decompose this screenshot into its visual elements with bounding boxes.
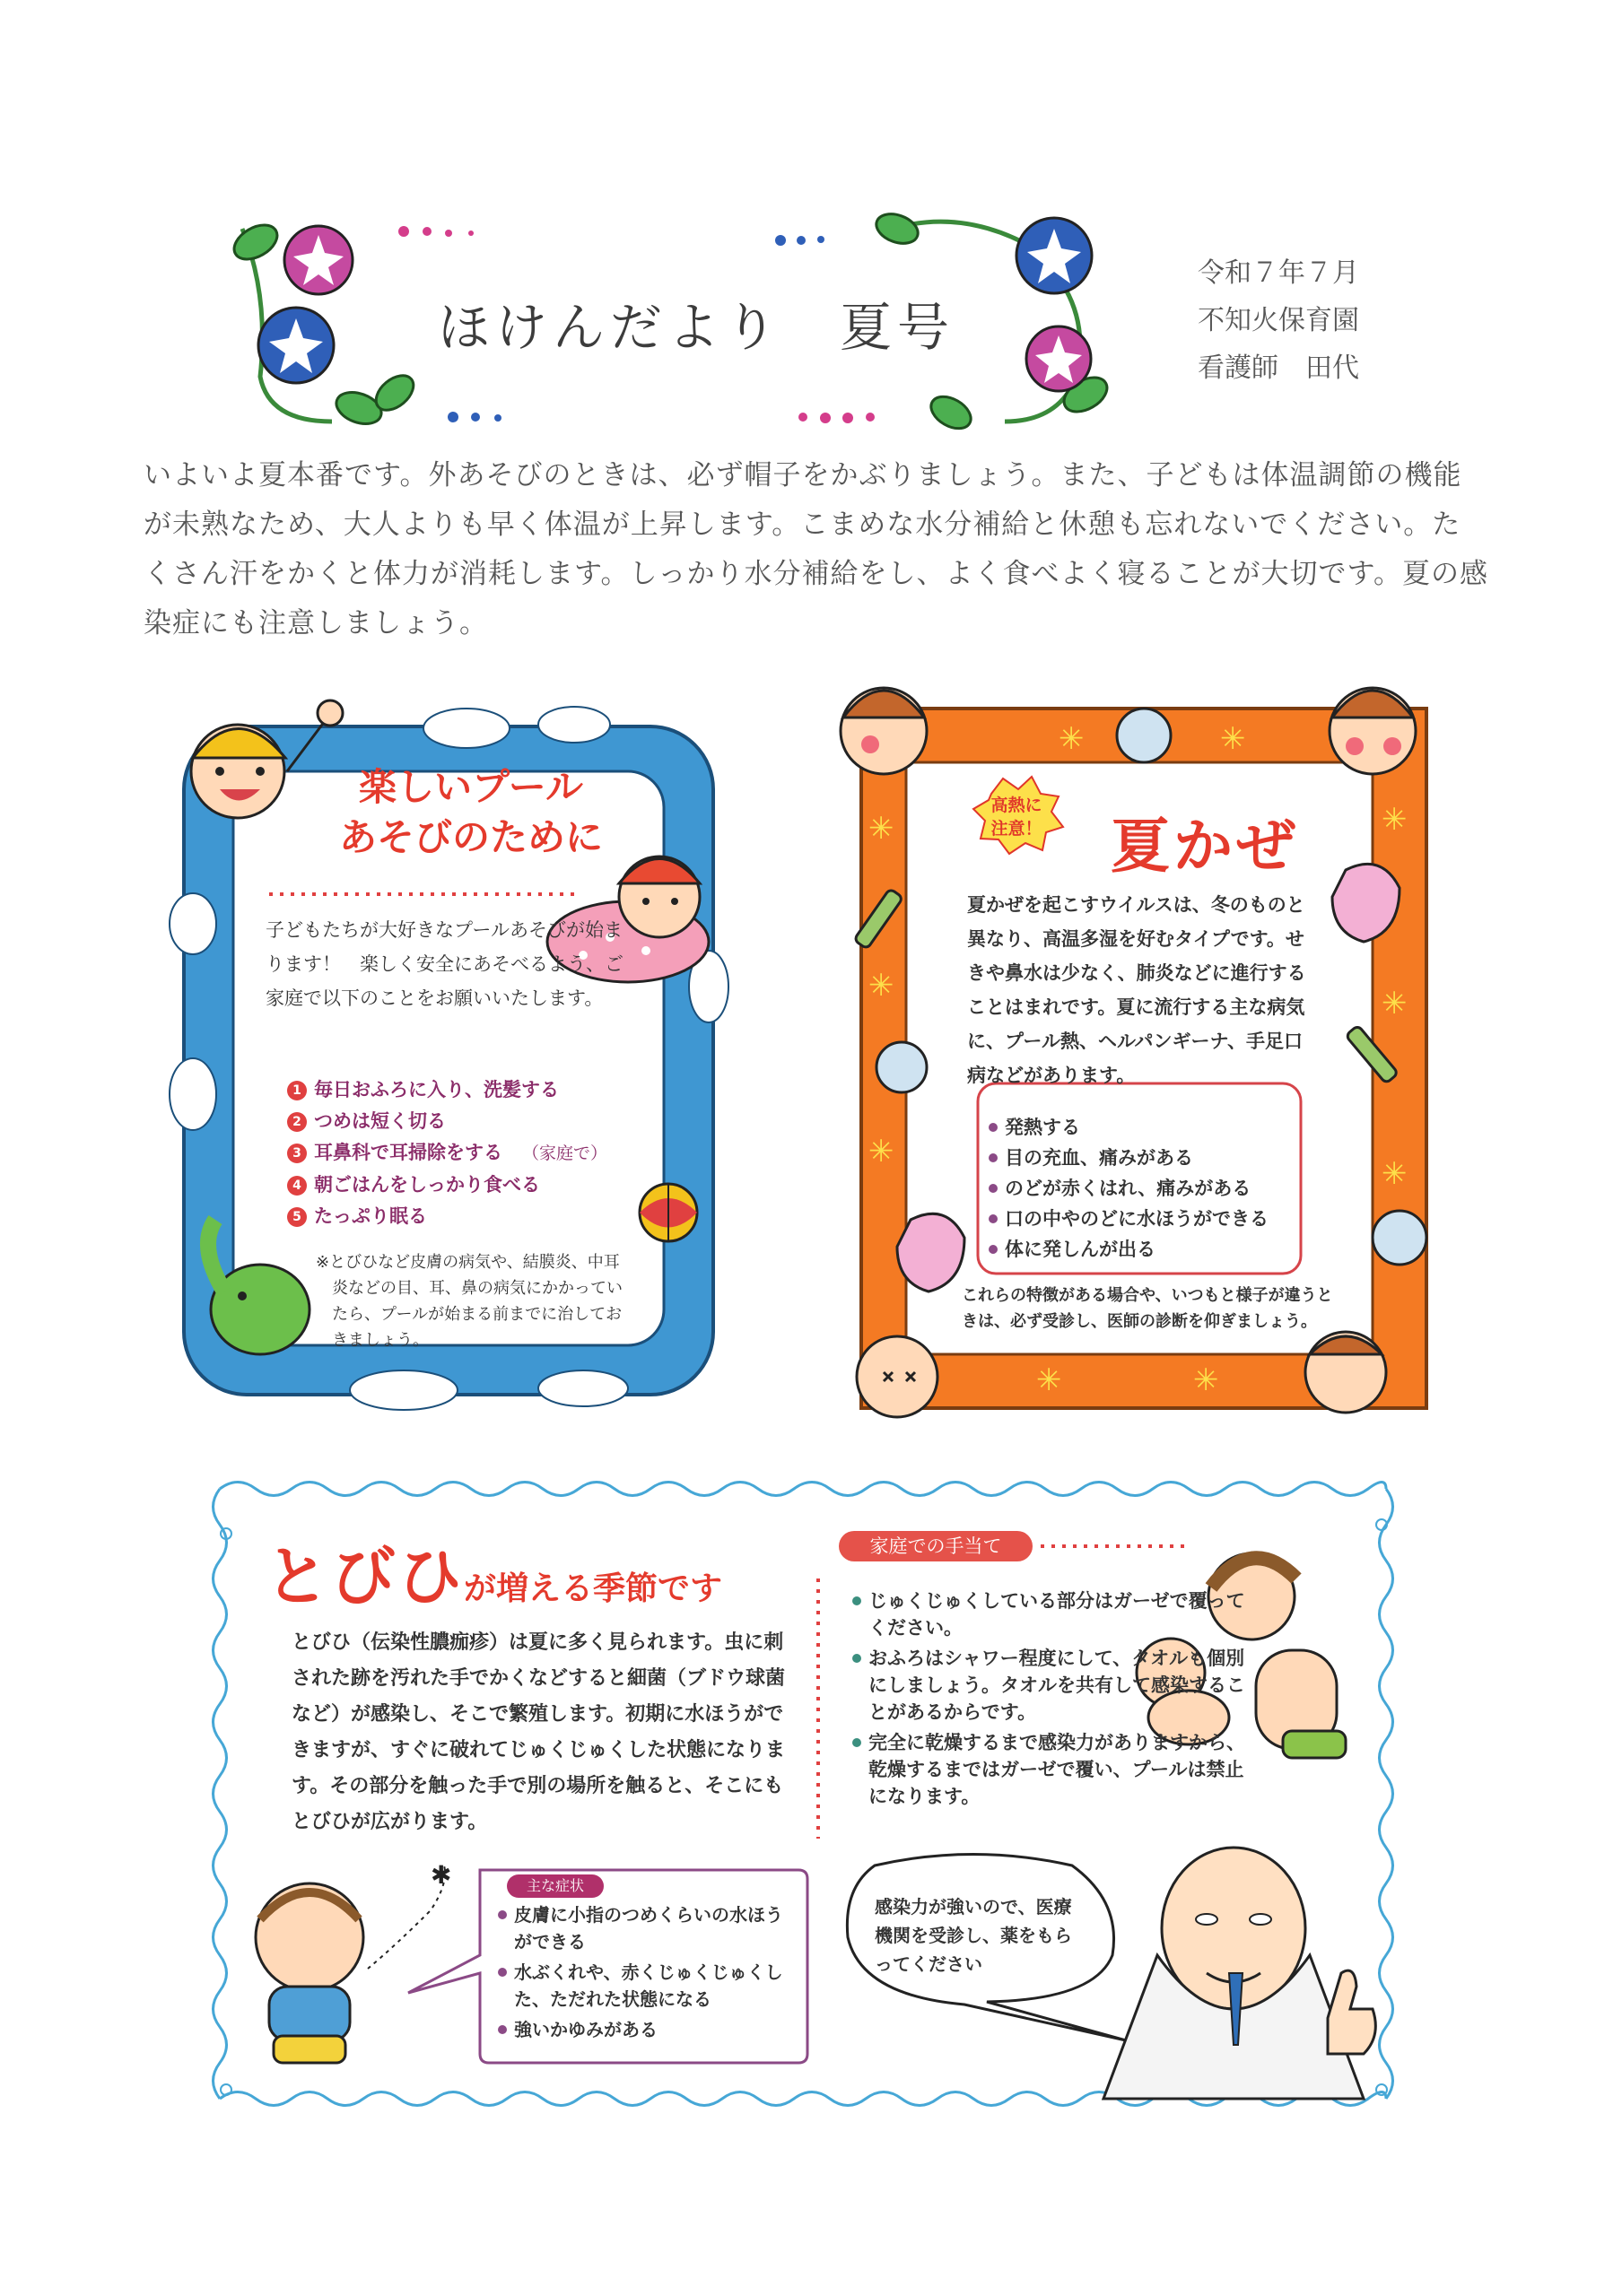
pool-request-list [287, 1074, 664, 1232]
list-item: 強いかゆみがある [498, 2016, 785, 2043]
itchy-child-illustration [256, 1860, 451, 2063]
svg-text:✳: ✳ [1193, 1362, 1219, 1398]
svg-text:✳: ✳ [868, 811, 894, 847]
main-symptoms-label: 主な症状 [507, 1874, 604, 1898]
svg-text:✳: ✳ [868, 968, 894, 1004]
svg-text:✱: ✱ [431, 1860, 452, 1890]
pool-footnote: ※とびひなど皮膚の病気や、結膜炎、中耳炎などの目、耳、鼻の病気にかかっていたら、プールが始まる前までに治しておきましょう。 [316, 1253, 623, 1350]
home-care-label: 家庭での手当て [839, 1531, 1033, 1561]
tobihi-title-sub: が増える季節です [464, 1570, 723, 1607]
pool-intro-text: 子どもたちが大好きなプールあそびが始まります！ 楽しく安全にあそべるよう、ご家庭で以下のことをお願いいたします。 [266, 919, 624, 1009]
list-item: 皮膚に小指のつめくらいの水ほうができる [498, 1901, 785, 1955]
list-item: 口の中やのどに水ほうができる [989, 1204, 1303, 1234]
svg-text:✳: ✳ [1382, 802, 1408, 838]
cold-footnote: これらの特徴がある場合や、いつもと様子が違うときは、必ず受診し、医師の診断を仰ぎましょう。 [962, 1286, 1333, 1331]
intro-paragraph: いよいよ夏本番です。外あそびのときは、必ず帽子をかぶりましょう。また、子どもは体温調節の機能が未熟なため、大人よりも早く体温が上昇します。こまめな水分補給と休憩も忘れないでください。たくさん汗をかくと体力が消耗します。しっかり水分補給をし、よく食べよく寝ることが大切です。夏の感染症にも注意しましょう。 [144, 459, 1489, 639]
list-item: のどが赤くはれ、痛みがある [989, 1173, 1303, 1204]
home-care-list [852, 1587, 1247, 1813]
list-item: 体に発しんが出る [989, 1234, 1303, 1265]
badge-line2: 注意！ [990, 819, 1042, 839]
high-fever-badge [978, 794, 1055, 840]
issue-date: 令和７年７月 [1198, 257, 1359, 289]
number-badge: 2 [287, 1112, 307, 1132]
tobihi-body-text: とびひ（伝染性膿痂疹）は夏に多く見られます。虫に刺された跡を汚れた手でかくなどすると細菌（ブドウ球菌など）が感染し、そこで繁殖します。初期に水ほうができますが、すぐに破れてじゅくじゅくした状態になります。その部分を触った手で別の場所を触ると、そこにもとびひが広がります。 [292, 1631, 786, 1833]
list-item [287, 1137, 664, 1170]
tobihi-symptom-list [498, 1901, 785, 2047]
badge-line1: 高熱に [990, 796, 1042, 815]
number-badge: 4 [287, 1176, 307, 1196]
header-meta [1198, 249, 1359, 392]
svg-text:✳: ✳ [1220, 721, 1246, 757]
list-item-text: つめは短く切る [314, 1110, 446, 1132]
list-item: 水ぶくれや、赤くじゅくじゅくした、ただれた状態になる [498, 1959, 785, 2013]
list-item-text: 朝ごはんをしっかり食べる [314, 1174, 540, 1196]
list-item [287, 1170, 664, 1201]
list-item-note: （家庭で） [522, 1144, 608, 1163]
list-item [287, 1106, 664, 1137]
pool-title-line2: あそびのために [338, 815, 603, 859]
doctor-speech-bubble-text: 感染力が強いので、医療機関を受診し、薬をもらってください [875, 1896, 1072, 1975]
list-item: じゅくじゅくしている部分はガーゼで覆ってください。 [852, 1587, 1247, 1641]
cold-intro-text: 夏かぜを起こすウイルスは、冬のものと異なり、高温多湿を好むタイプです。せきや鼻水は少なく、肺炎などに進行することはまれです。夏に流行する主な病気に、プール熱、ヘルパンギーナ、手足口病などがあります。 [967, 894, 1306, 1086]
svg-text:✳: ✳ [1059, 721, 1085, 757]
svg-text:✳: ✳ [868, 1134, 894, 1170]
cold-section-title: 夏かぜ [1111, 812, 1299, 881]
list-item [287, 1201, 664, 1232]
pool-title-line1: 楽しいプール [359, 765, 583, 809]
list-item: 目の充血、痛みがある [989, 1143, 1303, 1173]
author-name: 看護師 田代 [1198, 352, 1359, 384]
list-item-text: 毎日おふろに入り、洗髪する [314, 1079, 559, 1100]
svg-text:✳: ✳ [1382, 1156, 1408, 1192]
number-badge: 5 [287, 1207, 307, 1227]
svg-text:✳: ✳ [1382, 986, 1408, 1022]
list-item: 完全に乾燥するまで感染力がありますから、乾燥するまではガーゼで覆い、プールは禁止になります。 [852, 1729, 1247, 1810]
cold-symptom-list [989, 1112, 1303, 1265]
pool-section-title [323, 762, 619, 863]
list-item-text: たっぷり眠る [314, 1205, 427, 1227]
doctor-illustration [1103, 1848, 1375, 2099]
list-item [287, 1074, 664, 1106]
list-item-text: 耳鼻科で耳掃除をする [314, 1142, 502, 1163]
number-badge: 3 [287, 1144, 307, 1163]
list-item: おふろはシャワー程度にして、タオルも個別にしましょう。タオルを共有して感染することがあるからです。 [852, 1645, 1247, 1726]
list-item: 発熱する [989, 1112, 1303, 1143]
tobihi-title-main: とびひ [265, 1539, 465, 1614]
svg-text:✳: ✳ [1036, 1362, 1062, 1398]
tobihi-section-title [265, 1525, 722, 1618]
page-title: ほけんだより 夏号 [438, 297, 955, 358]
number-badge: 1 [287, 1081, 307, 1100]
organization-name: 不知火保育園 [1198, 305, 1359, 336]
